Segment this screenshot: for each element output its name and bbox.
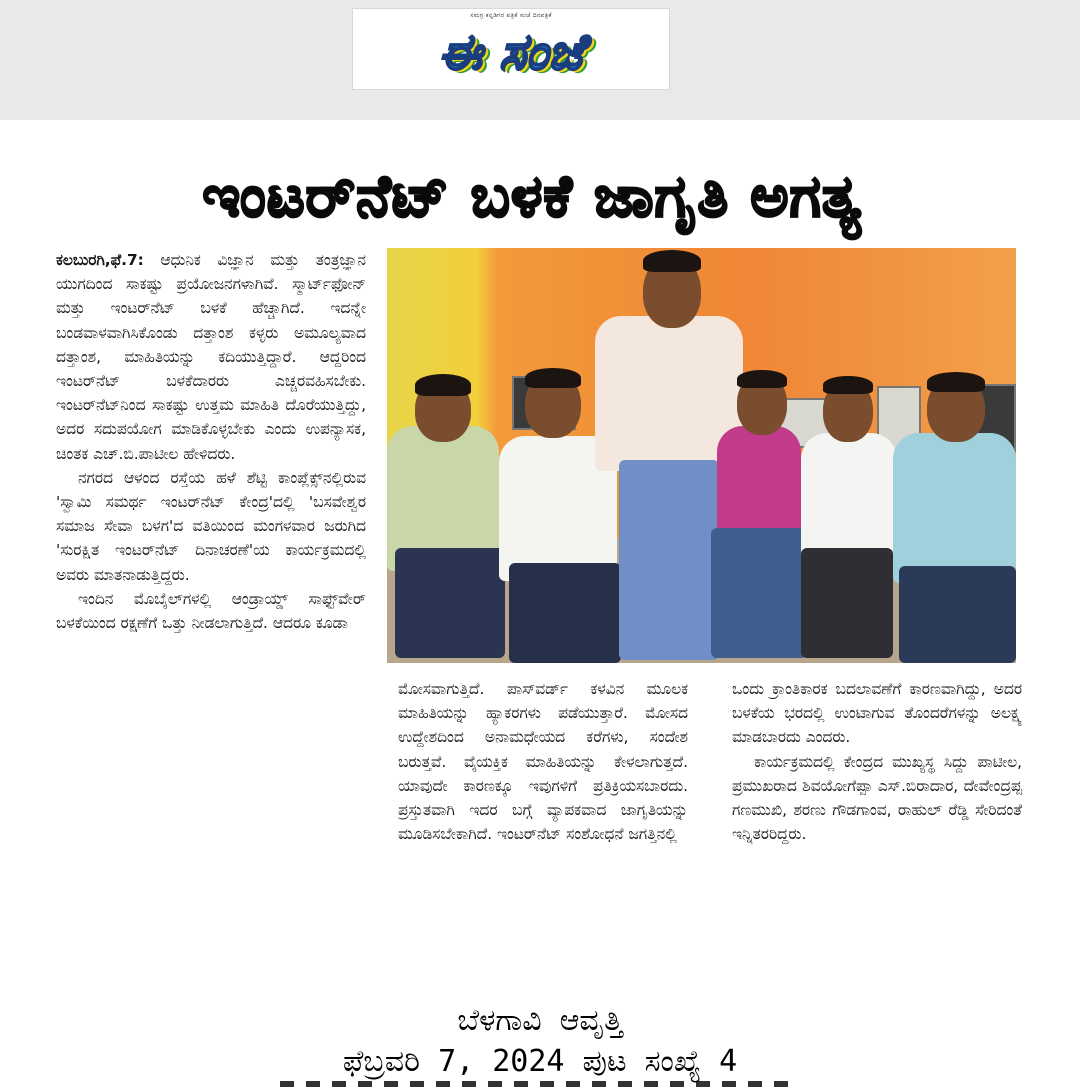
dateline: ಕಲಬುರಗಿ,ಫೆ.7: bbox=[56, 251, 144, 269]
article-column-3 bbox=[732, 677, 1022, 846]
paragraph-text: ಆಧುನಿಕ ವಿಜ್ಞಾನ ಮತ್ತು ತಂತ್ರಜ್ಞಾನ ಯುಗದಿಂದ ಸಾಕಷ್ಟು ಪ್ರಯೋಜನಗಳಾಗಿವೆ. ಸ್ಮಾರ್ಟ್‌ಫೋನ್ ಮತ್ತು ಇಂಟರ್‌ನೆಟ್ ಬಳಕೆ ಹೆಚ್ಚಾಗಿದೆ. ಇದನ್ನೇ ಬಂಡವಾಳವಾಗಿಸಿಕೊಂಡು ದತ್ತಾಂಶ ಕಳ್ಳರು ಅಮೂಲ್ಯವಾದ ದತ್ತಾಂಶ, ಮಾಹಿತಿಯನ್ನು ಕದಿಯುತ್ತಿದ್ದಾರೆ. ಆದ್ದರಿಂದ ಇಂಟರ್‌ನೆಟ್ ಬಳಕೆದಾರರು ಎಚ್ಚರವಹಿಸಬೇಕು. ಇಂಟರ್‌ನೆಟ್‌ನಿಂದ ಸಾಕಷ್ಟು ಉತ್ತಮ ಮಾಹಿತಿ ದೊರೆಯುತ್ತಿದ್ದು, ಅದರ ಸದುಪಯೋಗ ಮಾಡಿಕೊಳ್ಳಬೇಕು ಎಂದು ಉಪನ್ಯಾಸಕ, ಚಿಂತಕ ಎಚ್.ಬಿ.ಪಾಟೀಲ ಹೇಳಿದರು. bbox=[56, 251, 366, 463]
article-photo bbox=[387, 248, 1016, 663]
newspaper-masthead bbox=[352, 8, 670, 90]
masthead-tagline: ಸಮಗ್ರ ಕನ್ನಡಿಗರ ಪತ್ರಿಕೆ ಸಂಜೆ ದಿನಪತ್ರಿಕೆ bbox=[470, 12, 552, 19]
paragraph: ಕಾರ್ಯಕ್ರಮದಲ್ಲಿ ಕೇಂದ್ರದ ಮುಖ್ಯಸ್ಥ ಸಿದ್ದು ಪಾಟೀಲ, ಪ್ರಮುಖರಾದ ಶಿವಯೋಗೆಪ್ಪಾ ಎಸ್.ಬಿರಾದಾರ, ದೇವೇಂದ್ರಪ್ಪ ಗಣಮುಖಿ, ಶರಣು ಗೌಡಗಾಂವ, ರಾಹುಲ್ ರೆಡ್ಡಿ ಸೇರಿದಂತೆ ಇನ್ನಿತರರಿದ್ದರು. bbox=[732, 752, 1022, 844]
article-headline: ಇಂಟರ್‌ನೆಟ್ ಬಳಕೆ ಜಾಗೃತಿ ಅಗತ್ಯ bbox=[202, 162, 862, 230]
paragraph: ನಗರದ ಆಳಂದ ರಸ್ತೆಯ ಹಳೆ ಶೆಟ್ಟಿ ಕಾಂಪ್ಲೆಕ್ಸ್‌ನಲ್ಲಿರುವ 'ಸ್ವಾಮಿ ಸಮರ್ಥ ಇಂಟರ್‌ನೆಟ್ ಕೇಂದ್ರ'ದಲ್ಲಿ 'ಬಸವೇಶ್ವರ ಸಮಾಜ ಸೇವಾ ಬಳಗ'ದ ವತಿಯಿಂದ ಮಂಗಳವಾರ ಜರುಗಿದ 'ಸುರಕ್ಷಿತ ಇಂಟರ್‌ನೆಟ್ ದಿನಾಚರಣೆ'ಯ ಕಾರ್ಯಕ್ರಮದಲ್ಲಿ ಅವರು ಮಾತನಾಡುತ್ತಿದ್ದರು. bbox=[56, 468, 366, 584]
news-clipping bbox=[12, 120, 1070, 1087]
article-column-2 bbox=[398, 677, 688, 846]
edition-caption: ಬೆಳಗಾವಿ ಆವೃತ್ತಿ bbox=[457, 1003, 623, 1038]
article-column-1 bbox=[56, 248, 366, 635]
paragraph: ಇಂದಿನ ಮೊಬೈಲ್‌ಗಳಲ್ಲಿ ಆಂಡ್ರಾಯ್ಡ್ ಸಾಫ್ಟ್‌ವೇರ್ ಬಳಕೆಯಿಂದ ರಕ್ಷಣೆಗೆ ಒತ್ತು ನೀಡಲಾಗುತ್ತಿದೆ. ಆದರೂ ಕೂಡಾ bbox=[56, 589, 366, 633]
cropped-caption-line bbox=[0, 1081, 1080, 1087]
paragraph: ಮೋಸವಾಗುತ್ತಿದೆ. ಪಾಸ್‌ವರ್ಡ್ ಕಳವಿನ ಮೂಲಕ ಮಾಹಿತಿಯನ್ನು ಹ್ಯಾಕರಗಳು ಪಡೆಯುತ್ತಾರೆ. ಮೋಸದ ಉದ್ದೇಶದಿಂದ ಅನಾಮಧೇಯದ ಕರೆಗಳು, ಸಂದೇಶ ಬರುತ್ತವೆ. ವೈಯಕ್ತಿಕ ಮಾಹಿತಿಯನ್ನು ಕೇಳಲಾಗುತ್ತದೆ. ಯಾವುದೇ ಕಾರಣಕ್ಕೂ ಇವುಗಳಿಗೆ ಪ್ರತಿಕ್ರಿಯಸಬಾರದು. ಪ್ರಸ್ತುತವಾಗಿ ಇದರ ಬಗ್ಗೆ ವ್ಯಾಪಕವಾದ ಜಾಗೃತಿಯನ್ನು ಮೂಡಿಸಬೇಕಾಗಿದೆ. ಇಂಟರ್‌ನೆಟ್ ಸಂಶೋಧನೆ ಜಗತ್ತಿನಲ್ಲಿ bbox=[398, 680, 688, 844]
newspaper-logo: ಈ ಸಂಜೆ bbox=[438, 23, 584, 81]
date-page-caption: ಫೆಬ್ರವರಿ 7, 2024 ಪುಟ ಸಂಖ್ಯೆ 4 bbox=[342, 1044, 738, 1079]
paragraph: ಒಂದು ಕ್ರಾಂತಿಕಾರಕ ಬದಲಾವಣೆಗೆ ಕಾರಣವಾಗಿದ್ದು, ಅದರ ಬಳಕೆಯ ಭರದಲ್ಲಿ ಉಂಟಾಗುವ ತೊಂದರೆಗಳನ್ನು ಅಲಕ್ಷ್ಯ ಮಾಡಬಾರದು ಎಂದರು. bbox=[732, 680, 1022, 747]
paragraph bbox=[56, 248, 366, 466]
